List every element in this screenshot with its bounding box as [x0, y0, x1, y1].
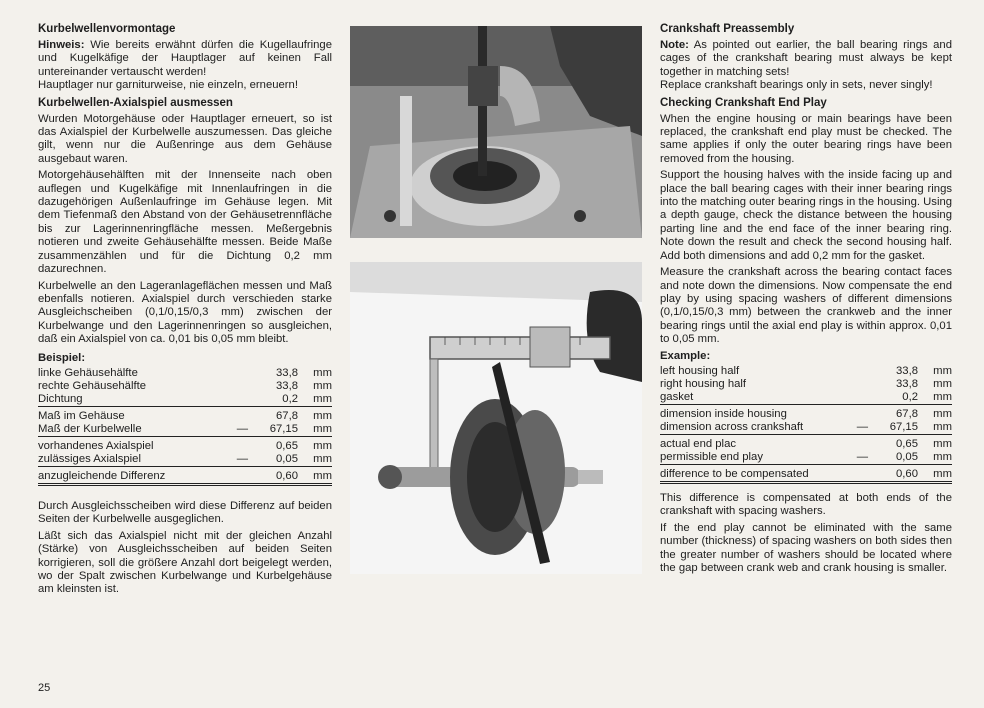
- note-text-en: As pointed out earlier, the ball bearing rings and cages of the crankshaft bearing must always be kept together in matching sets!: [660, 39, 952, 78]
- paragraph-3-en: Measure the crankshaft across the bearing contact faces and note down the dimensions. Now compensate the end play by using spacing washers of different dimensions (0,1/0,15/0,3 mm) between the crankweb and the inner bearing rings until the axial end play is within approx. 0,01 to 0,05 mm.: [660, 266, 952, 346]
- table-row: gasket 0,2 mm: [660, 390, 952, 403]
- page-number: 25: [38, 682, 51, 694]
- photo-crankshaft-caliper: [350, 262, 642, 574]
- photo-depth-gauge: [350, 26, 642, 238]
- note-text2-de: Hauptlager nur garniturweise, nie einzeln, erneuern!: [38, 79, 298, 92]
- example-table-de: [38, 367, 332, 486]
- table-row: vorhandenes Axialspiel 0,65 mm: [38, 439, 332, 452]
- note-label-de: Hinweis:: [38, 39, 85, 51]
- note-de: [38, 39, 332, 93]
- table-row: Maß im Gehäuse 67,8 mm: [38, 409, 332, 422]
- heading-preassembly-de: Kurbelwellenvormontage: [38, 23, 176, 35]
- note-text-de: Wie bereits erwähnt dürfen die Kugellaufringe und Kugelkäfige der Hauptlager auf keinen Fall untereinander vertauscht werden!: [38, 39, 332, 78]
- table-row: Dichtung 0,2 mm: [38, 392, 332, 405]
- table-row: dimension inside housing 67,8 mm: [660, 407, 952, 420]
- example-title-en: Example:: [660, 349, 711, 362]
- heading-endplay-en: Checking Crankshaft End Play: [660, 96, 827, 109]
- note-label-en: Note:: [660, 39, 689, 51]
- table-row: actual end plac 0,65 mm: [660, 437, 952, 450]
- table-row: rechte Gehäusehälfte 33,8 mm: [38, 379, 332, 392]
- english-column: [660, 22, 952, 578]
- note-text2-en: Replace crankshaft bearings only in sets, never singly!: [660, 79, 933, 92]
- table-row: difference to be compensated 0,60 mm: [660, 464, 952, 482]
- crankshaft-caliper-illustration: [350, 262, 642, 574]
- table-row: anzugleichende Differenz 0,60 mm: [38, 466, 332, 484]
- note-en: [660, 39, 952, 93]
- depth-gauge-illustration: [350, 26, 642, 238]
- table-row: left housing half 33,8 mm: [660, 364, 952, 377]
- paragraph-5-de: Läßt sich das Axialspiel nicht mit der gleichen Anzahl (Stärke) von Ausgleichsscheiben auf beiden Seiten korrigieren, soll die größere Anzahl dort beigelegt werden, wo der Spalt zwischen Kurbelwange und Kurbelgehäuse am kleinsten ist.: [38, 529, 332, 596]
- example-table-en: [660, 365, 952, 484]
- table-row: Maß der Kurbelwelle — 67,15 mm: [38, 422, 332, 435]
- paragraph-4-de: Durch Ausgleichsscheiben wird diese Differenz auf beiden Seiten der Kurbelwelle ausgeglichen.: [38, 499, 332, 526]
- paragraph-4-en: This difference is compensated at both ends of the crankshaft with spacing washers.: [660, 491, 952, 518]
- paragraph-3-de: Kurbelwelle an den Lageranlageflächen messen und Maß ebenfalls notieren. Axialspiel durch verschieden starke Ausgleichscheiben (0,1/0,15/0,3 mm) zwischen der Kurbelwange und den Lagerinnenringen so ausgleichen, daß ein Axialspiel von ca. 0,01 bis 0,05 mm bleibt.: [38, 279, 332, 346]
- table-row: right housing half 33,8 mm: [660, 377, 952, 390]
- table-row: permissible end play — 0,05 mm: [660, 450, 952, 463]
- table-row: zulässiges Axialspiel — 0,05 mm: [38, 452, 332, 465]
- paragraph-5-en: If the end play cannot be eliminated with the same number (thickness) of spacing washers on both sides then the greater number of washers should be located where the gap between crank web and crank housing is smaller.: [660, 521, 952, 574]
- paragraph-1-en: When the engine housing or main bearings have been replaced, the crankshaft end play must be checked. The same applies if only the outer bearing rings have been removed from the housing.: [660, 112, 952, 165]
- table-row: linke Gehäusehälfte 33,8 mm: [38, 366, 332, 379]
- paragraph-2-en: Support the housing halves with the inside facing up and place the ball bearing cages with their inner bearing rings into the matching outer bearing rings in the housing. Using a depth gauge, check the distance between the housing parting line and the end face of the inner bearing ring. Note down the result and check the second housing half. Add both dimensions and add 0,2 mm for the gasket.: [660, 169, 953, 262]
- table-row: dimension across crankshaft — 67,15 mm: [660, 420, 952, 433]
- german-column: [38, 22, 332, 600]
- example-title-de: Beispiel:: [38, 351, 86, 364]
- heading-preassembly-en: Crankshaft Preassembly: [660, 23, 795, 35]
- paragraph-1-de: Wurden Motorgehäuse oder Hauptlager erneuert, so ist das Axialspiel der Kurbelwelle auszumessen. Das gleiche gilt, wenn nur die Außenringe aus dem Gehäuse ausgebaut waren.: [38, 112, 332, 165]
- paragraph-2-de: Motorgehäusehälften mit der Innenseite nach oben auflegen und Kugelkäfige mit Innenlaufringen in die dazugehörigen Außenlaufringe im Gehäuse legen. Mit dem Tiefenmaß den Abstand von der Gehäusetrennfläche bis zur Lagerinnenringfläche messen. Meßergebnis notieren und zweite Gehäusehälfte messen. Beide Maße zusammenzählen und für die Dichtung 0,2 mm dazurechnen.: [38, 169, 332, 276]
- heading-endplay-de: Kurbelwellen-Axialspiel ausmessen: [38, 96, 233, 109]
